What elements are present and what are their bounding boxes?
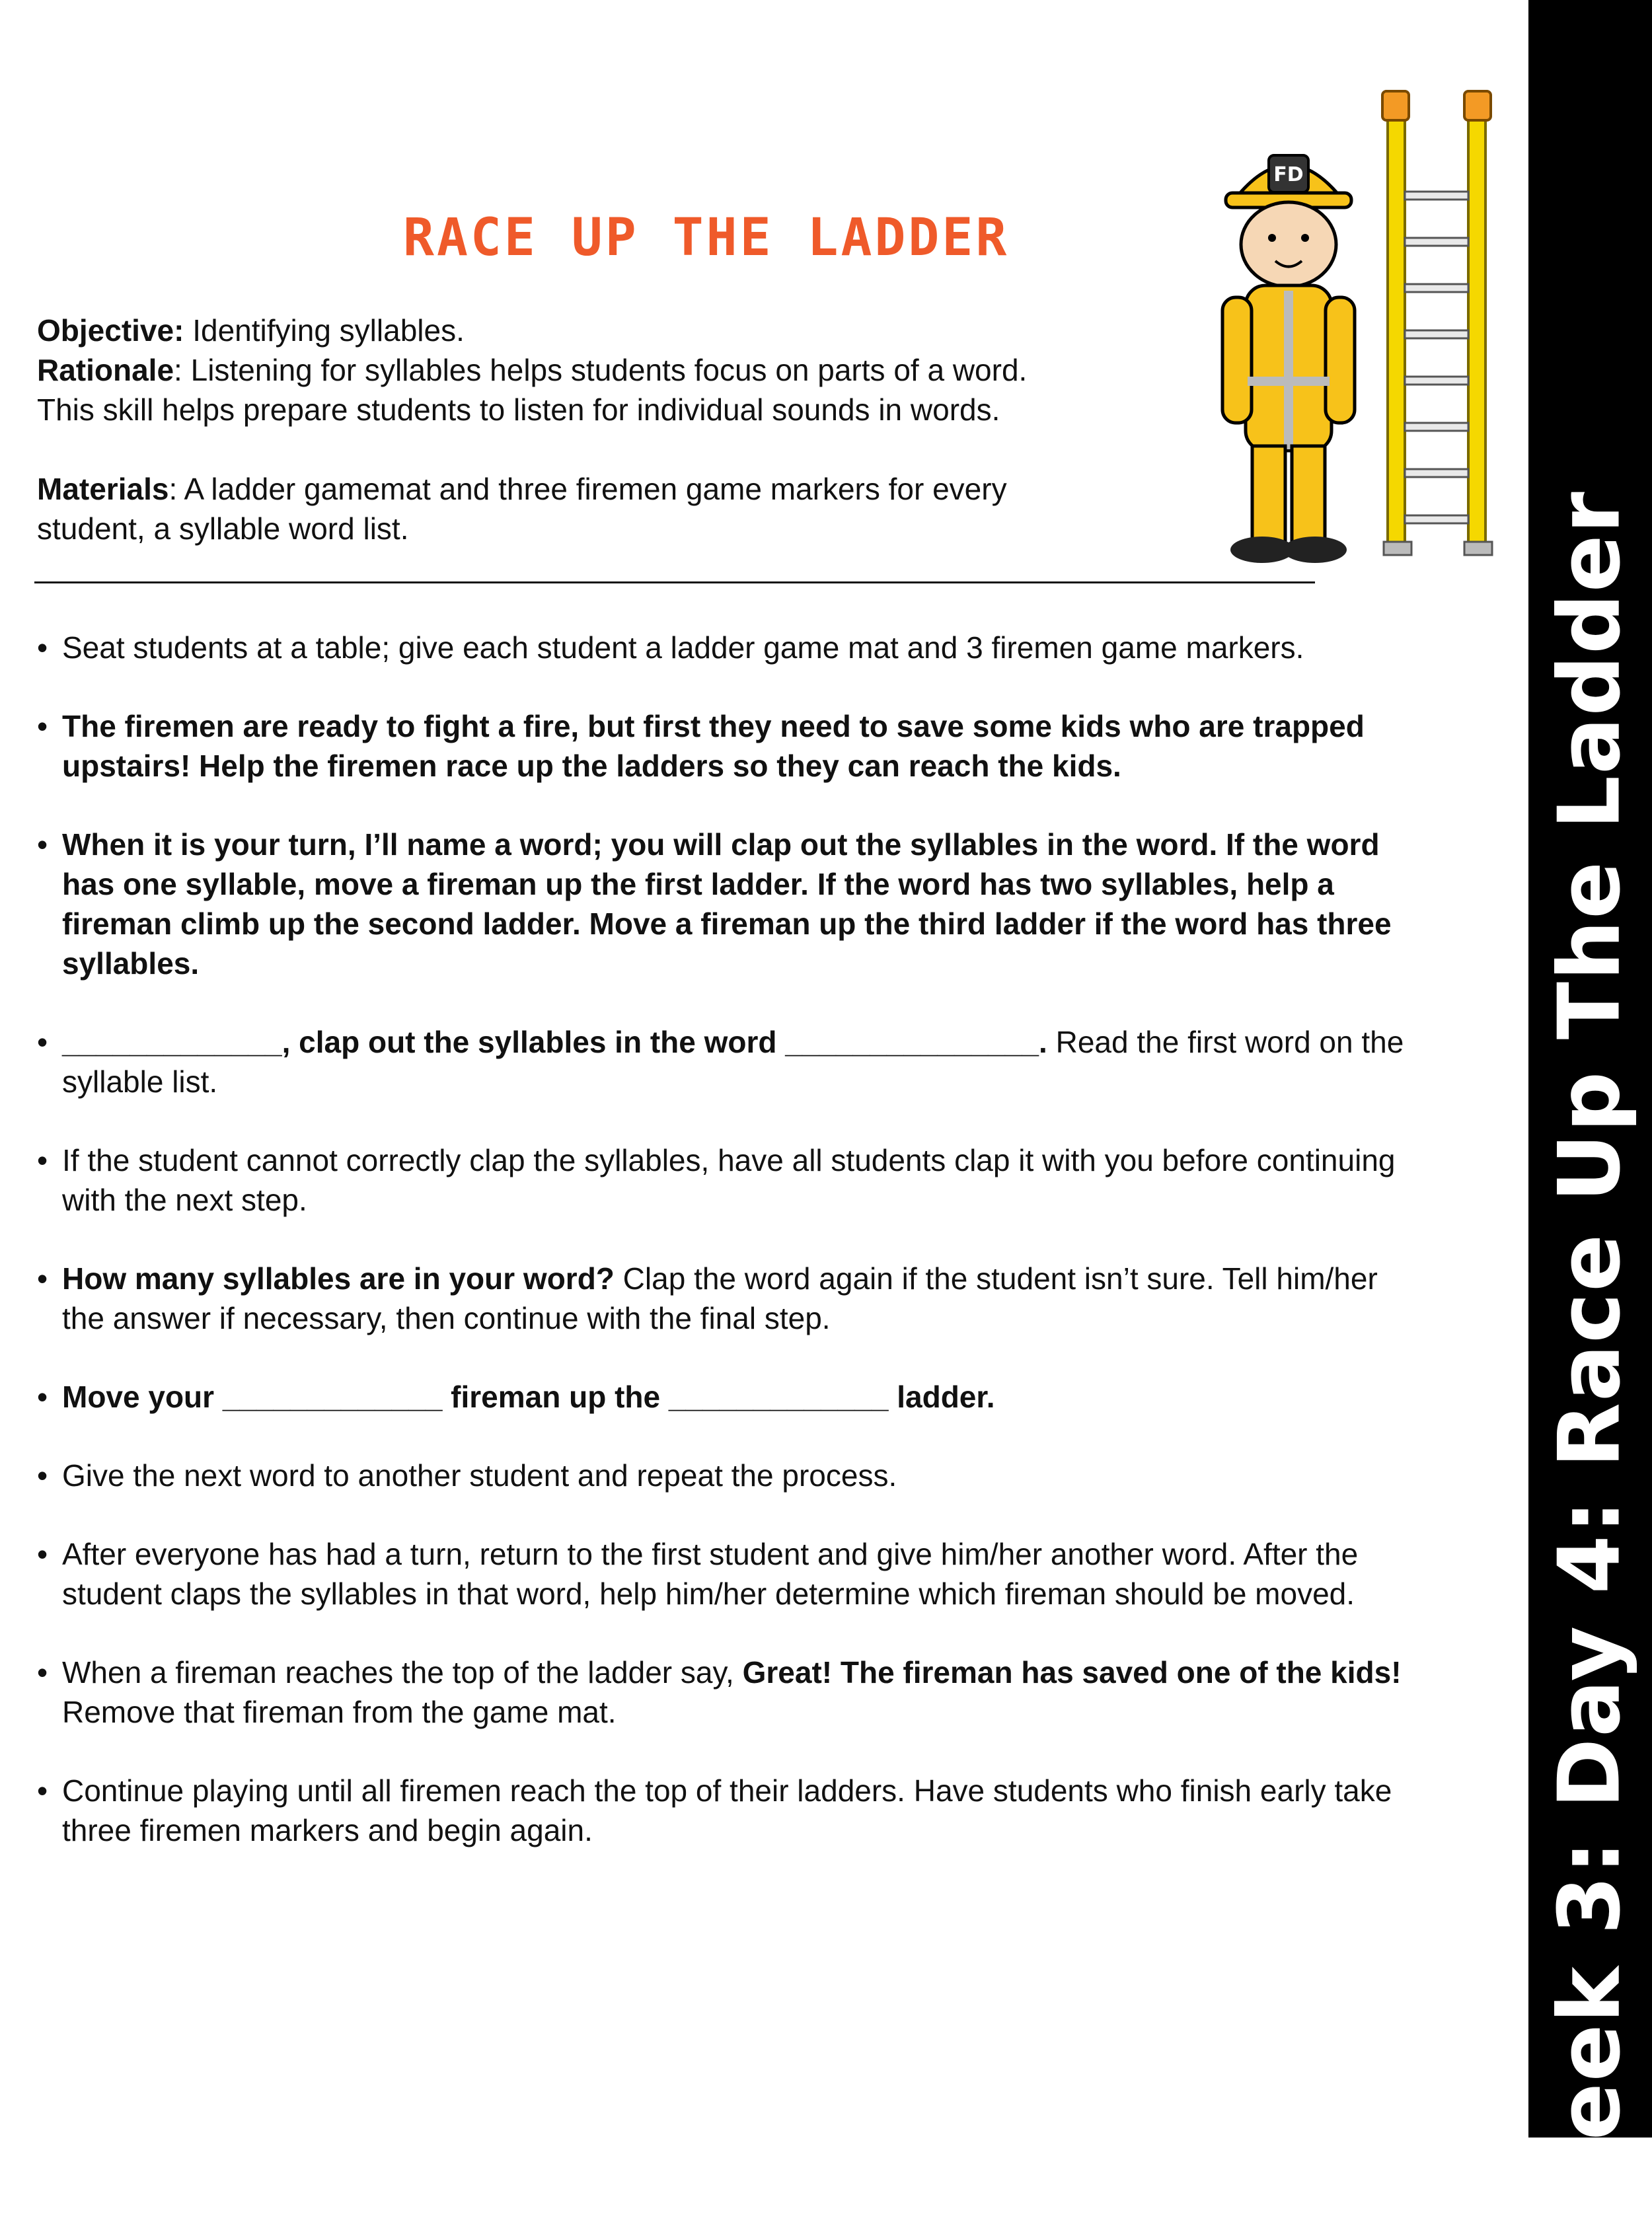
step-6-note: Clap the word again if the student isn’t sure. Tell him/her the answer if necessary, then continue with the final step. (62, 1261, 1378, 1335)
step-5: • If the student cannot correctly clap the syllables, have all students clap it with you before continuing with the next step. (37, 1140, 1411, 1220)
materials-label: Materials (37, 472, 169, 506)
step-10-a: When a fireman reaches the top of the ladder say, (62, 1655, 743, 1690)
step-11: • Continue playing until all firemen reach the top of their ladders. Have students who finish early take three firemen markers and begin again. (37, 1771, 1411, 1850)
step-1: • Seat students at a table; give each student a ladder game mat and 3 firemen game markers. (37, 628, 1411, 667)
rationale-text: : Listening for syllables helps students focus on parts of a word. (174, 353, 1028, 387)
intro-block (37, 311, 1226, 548)
step-9: • After everyone has had a turn, return to the first student and give him/her another word. After the student claps the syllables in that word, help him/her determine which fireman should be moved. (37, 1534, 1411, 1614)
sidebar-label: Week 3: Day 4: Race Up The Ladder (1540, 490, 1639, 2232)
rationale-label: Rationale (37, 353, 174, 387)
step-10-b: Remove that fireman from the game mat. (62, 1695, 617, 1729)
rationale-line-2: This skill helps prepare students to listen for individual sounds in words. (37, 392, 1000, 427)
step-4-prompt: _____________, clap out the syllables in the word _______________. (62, 1025, 1047, 1059)
materials-line (37, 469, 1226, 509)
step-4-note: Read the first word on the syllable list. (62, 1025, 1404, 1099)
steps-list (37, 628, 1411, 1889)
step-2: • The firemen are ready to fight a fire, but first they need to save some kids who are trapped upstairs! Help the firemen race up the ladders so they can reach the kids. (37, 706, 1411, 786)
step-8: • Give the next word to another student and repeat the process. (37, 1456, 1411, 1495)
page-title: RACE UP THE LADDER (403, 208, 1010, 268)
objective-line (37, 311, 1226, 350)
ladder-icon (1382, 91, 1492, 555)
materials-text: : A ladder gamemat and three firemen game markers for every (169, 472, 1007, 506)
step-6-prompt: How many syllables are in your word? (62, 1261, 615, 1296)
rationale-line (37, 350, 1226, 390)
materials-line-2: student, a syllable word list. (37, 511, 409, 546)
step-10 (37, 1653, 1411, 1732)
step-6 (37, 1259, 1411, 1338)
step-4 (37, 1022, 1411, 1101)
step-3: • When it is your turn, I’ll name a word; you will clap out the syllables in the word. If the word has one syllable, move a fireman up the first ladder. If the word has two syllables, help a fireman climb up the second ladder. Move a fireman up the third ladder if the word has three syllables. (37, 825, 1411, 983)
helmet-badge-text: FD (1273, 163, 1304, 186)
fireman-icon (1222, 155, 1355, 563)
step-7: • Move your _____________ fireman up the _____________ ladder. (37, 1377, 1411, 1417)
objective-label: Objective: (37, 313, 184, 348)
fireman-ladder-illustration (1189, 79, 1533, 581)
objective-text: Identifying syllables. (184, 313, 465, 348)
step-10-prompt: Great! The fireman has saved one of the kids! (742, 1655, 1402, 1690)
divider (34, 581, 1315, 583)
